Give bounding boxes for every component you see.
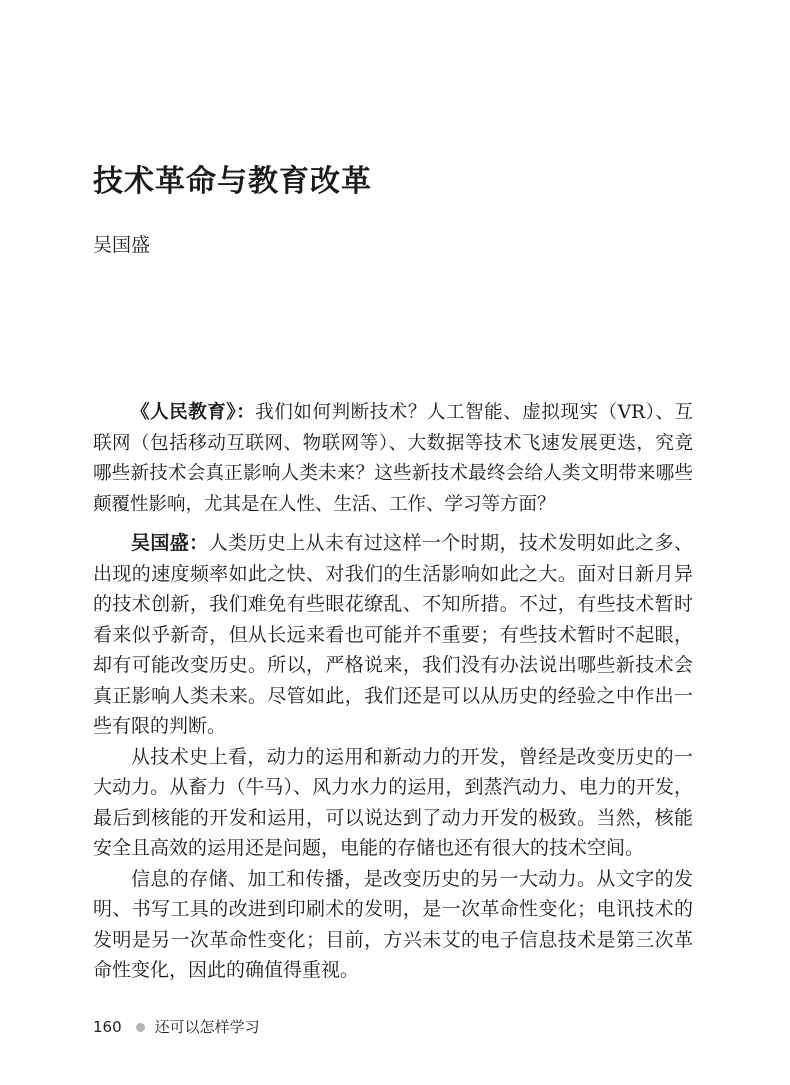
answer-paragraph [93,528,693,742]
answer-paragraph: 从技术史上看，动力的运用和新动力的开发，曾经是改变历史的一大动力。从畜力（牛马）、风力水力的运用，到蒸汽动力、电力的开发，最后到核能的开发和运用，可以说达到了动力开发的极致。当然，核能安全且高效的运用还是问题，电能的存储也还有很大的技术空间。 [93,745,693,859]
page-number: 160 [93,1018,122,1036]
answer-paragraph: 信息的存储、加工和传播，是改变历史的另一大动力。从文字的发明、书写工具的改进到印刷术的发明，是一次革命性变化；电讯技术的发明是另一次革命性变化；目前，方兴未艾的电子信息技术是第三次革命性变化，因此的确值得重视。 [93,867,693,981]
author-name: 吴国盛 [93,234,151,256]
question-speaker: 《人民教育》： [131,402,256,423]
article-title: 技术革命与教育改革 [93,164,372,199]
answer-block [93,528,693,986]
answer-speaker: 吴国盛： [131,532,209,554]
question-text: 我们如何判断技术？人工智能、虚拟现实（VR）、互联网（包括移动互联网、物联网等）、大数据等技术飞速发展更迭，究竟哪些新技术会真正影响人类未来？这些新技术最终会给人类文明带来哪些颠覆性影响，尤其是在人性、生活、工作、学习等方面？ [93,402,693,515]
question-paragraph [93,398,693,520]
page-footer [93,1016,260,1038]
answer-text: 人类历史上从未有过这样一个时期，技术发明如此之多、出现的速度频率如此之快、对我们的生活影响如此之大。面对日新月异的技术创新，我们难免有些眼花缭乱、不知所措。不过，有些技术暂时看来似乎新奇，但从长远来看也可能并不重要；有些技术暂时不起眼，却有可能改变历史。所以，严格说来，我们没有办法说出哪些新技术会真正影响人类未来。尽管如此，我们还是可以从历史的经验之中作出一些有限的判断。 [93,532,693,737]
book-title: 还可以怎样学习 [154,1018,260,1036]
question-block [93,398,693,520]
bullet-dot-icon [136,1023,145,1032]
